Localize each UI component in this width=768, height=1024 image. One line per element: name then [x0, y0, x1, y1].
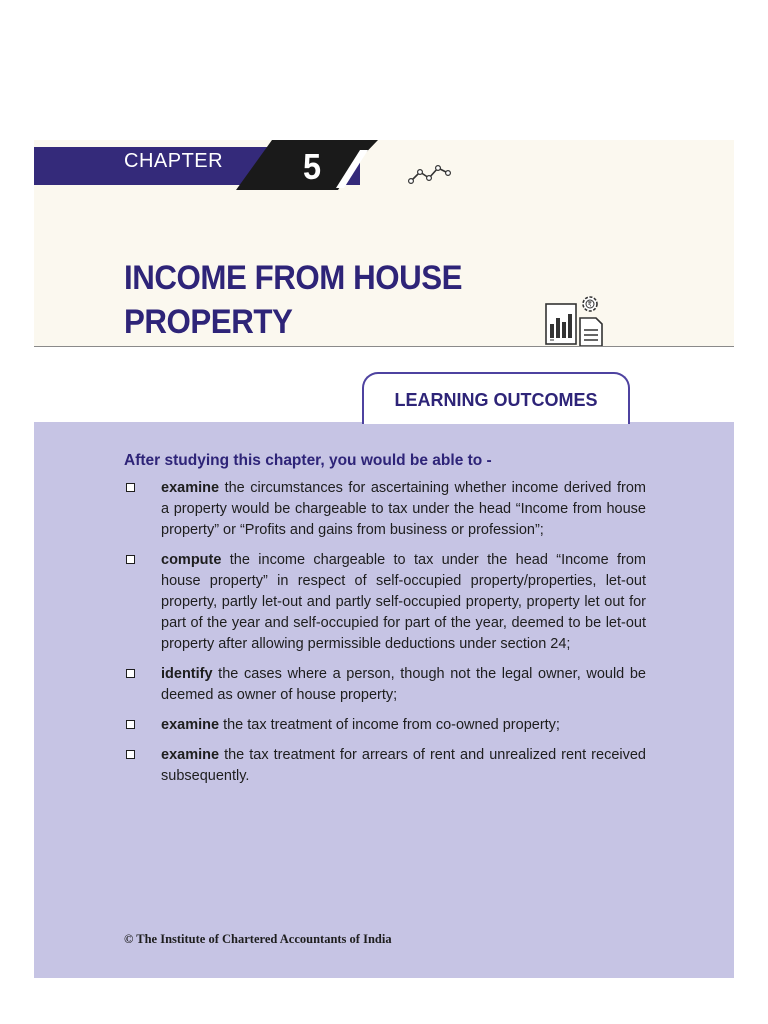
outcome-verb: compute	[161, 552, 222, 568]
outcome-text: the tax treatment of income from co-owned property;	[219, 717, 560, 733]
checkbox-bullet-icon	[126, 483, 135, 492]
chapter-title	[124, 256, 492, 344]
svg-text:₹: ₹	[587, 300, 592, 309]
outcome-text: the tax treatment for arrears of rent and unrealized rent received subsequently.	[161, 747, 646, 784]
outcome-item	[124, 745, 646, 787]
outcome-verb: examine	[161, 747, 220, 763]
chapter-number: 5	[302, 146, 322, 187]
copyright-footer: © The Institute of Chartered Accountants of India	[124, 932, 392, 946]
learning-outcomes-list	[124, 478, 646, 796]
checkbox-bullet-icon	[126, 750, 135, 759]
outcome-item	[124, 664, 646, 706]
chapter-title-line-1: INCOME FROM HOUSE	[124, 259, 463, 297]
chapter-title-line-2: PROPERTY	[124, 303, 293, 341]
outcome-verb: identify	[161, 666, 213, 682]
outcome-item	[124, 715, 646, 736]
learning-outcomes-intro: After studying this chapter, you would be able to -	[124, 452, 492, 469]
outcome-item	[124, 478, 646, 541]
outcome-text: the income chargeable to tax under the head “Income from house property” in respect of self-occupied property/properties, let-out property, partly let-out and partly self-occupied property, property let out for part of the year and self-occupied for part of the year, deemed to be let-out property after allowing permissible deductions under section 24;	[161, 552, 646, 652]
chapter-label: CHAPTER	[124, 150, 224, 172]
outcome-item	[124, 550, 646, 655]
outcome-verb: examine	[161, 480, 220, 496]
outcome-text: the cases where a person, though not the legal owner, would be deemed as owner of house property;	[161, 666, 646, 703]
trend-line-icon	[408, 160, 452, 186]
learning-outcomes-tab	[362, 372, 630, 424]
document-chart-rupee-gear-icon	[540, 292, 612, 348]
header-divider	[34, 346, 734, 347]
outcome-text: the circumstances for ascertaining whether income derived from a property would be chargeable to tax under the head “Income from house property” or “Profits and gains from business or profession”;	[161, 480, 646, 538]
learning-outcomes-heading: LEARNING OUTCOMES	[394, 390, 598, 410]
outcome-verb: examine	[161, 717, 220, 733]
checkbox-bullet-icon	[126, 669, 135, 678]
checkbox-bullet-icon	[126, 720, 135, 729]
checkbox-bullet-icon	[126, 555, 135, 564]
